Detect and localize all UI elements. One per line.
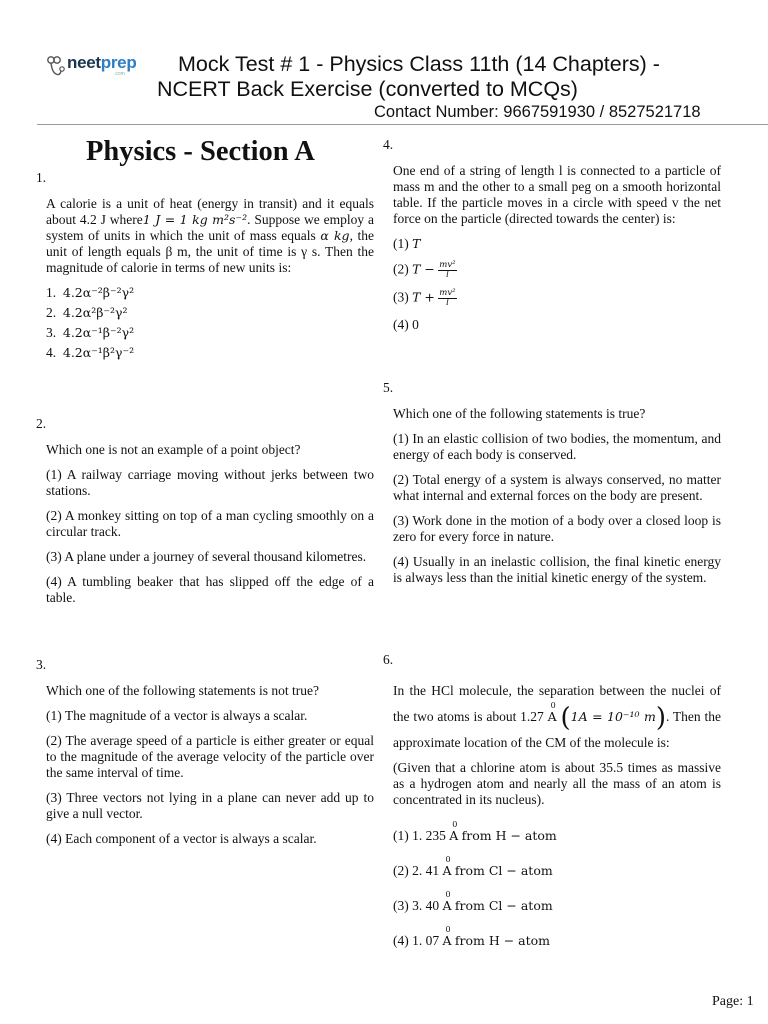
option[interactable]: (1) A railway carriage moving without jerks between two stations.: [46, 467, 374, 498]
test-title-line2: NCERT Back Exercise (converted to MCQs): [157, 77, 578, 101]
question-number: 6.: [383, 652, 394, 667]
option-list: [46, 285, 374, 361]
option[interactable]: (2) 2. 41 0 A from Cl − atom: [393, 855, 553, 878]
option[interactable]: (2) Total energy of a system is always conserved, no matter what internal and external forces on the body are present.: [393, 472, 721, 503]
option[interactable]: (3) Work done in the motion of a body over a closed loop is zero for every force in nature.: [393, 513, 721, 544]
option[interactable]: (4) A tumbling beaker that has slipped off the edge of a table.: [46, 574, 374, 605]
option[interactable]: (2) T − $\frac{\text{mv²}}{l}$: [393, 260, 456, 280]
question-stem: One end of a string of length l is connected to a particle of mass m and the other to a small peg on a smooth horizontal table. If the particle moves in a circle with speed v the net force on the particle (directed towards the center) is:: [393, 163, 721, 226]
option[interactable]: 2. 4.2α²β⁻²γ²: [46, 305, 128, 320]
question-number: 3.: [36, 657, 47, 672]
question-number: 4.: [383, 137, 394, 152]
option[interactable]: (4) 1. 07 0 A from H − atom: [393, 925, 551, 948]
question-2: [36, 416, 374, 615]
question-6: [383, 652, 721, 961]
header-divider: [37, 124, 768, 125]
question-body: [393, 406, 721, 586]
contact-number: Contact Number: 9667591930 / 8527521718: [374, 103, 701, 121]
option[interactable]: (1) 1. 235 0 A from H − atom: [393, 820, 557, 843]
question-stem: In the HCl molecule, the separation between the nuclei of the two atoms is about 1.27 0 A (1A = 10⁻¹⁰ m). Then the approximate location of the CM of the molecule is:: [393, 683, 722, 750]
angstrom-symbol: 0 A: [547, 701, 557, 724]
question-number: 2.: [36, 416, 47, 431]
question-stem: A calorie is a unit of heat (energy in transit) and it equals about 4.2 J where1 J = 1 kg m²s⁻². Suppose we employ a system of units in which the unit of mass equals α kg, the unit of length equals β m, the unit of time is γ s. Then the magnitude of calorie in terms of new units is:: [46, 196, 374, 275]
option[interactable]: (3) 3. 40 0 A from Cl − atom: [393, 890, 553, 913]
logo-wordmark: neetprep: [67, 53, 137, 72]
logo-subtext: .com: [114, 71, 125, 77]
question-body: [393, 678, 721, 949]
question-body: [46, 442, 374, 606]
option[interactable]: 3. 4.2α⁻¹β⁻²γ²: [46, 325, 135, 340]
option[interactable]: (1) In an elastic collision of two bodies, the momentum, and energy of each body is conserved.: [393, 431, 721, 462]
section-title: Physics - Section A: [86, 136, 315, 167]
option[interactable]: (3) Three vectors not lying in a plane can never add up to give a null vector.: [46, 790, 374, 821]
option[interactable]: (4) Each component of a vector is always a scalar.: [46, 831, 317, 846]
option[interactable]: (4) 0: [393, 317, 419, 332]
option[interactable]: (2) A monkey sitting on top of a man cycling smoothly on a circular track.: [46, 508, 374, 539]
question-1: [36, 170, 374, 365]
question-note: (Given that a chlorine atom is about 35.5 times as massive as a hydrogen atom and nearly all the mass of an atom is concentrated in its nucleus).: [393, 760, 721, 807]
question-stem: Which one of the following statements is true?: [393, 406, 646, 421]
question-body: [46, 683, 374, 847]
question-stem: Which one is not an example of a point object?: [46, 442, 301, 457]
page-number: Page: 1: [712, 994, 754, 1009]
question-number: 5.: [383, 380, 394, 395]
question-3: [36, 657, 374, 856]
fraction: $\frac{\text{mv²}}{l}$: [439, 260, 456, 280]
option[interactable]: (3) T + $\frac{\text{mv²}}{l}$: [393, 288, 456, 308]
question-5: [383, 380, 721, 595]
option[interactable]: (2) The average speed of a particle is either greater or equal to the magnitude of the average velocity of the particle over the same interval of time.: [46, 733, 374, 780]
option[interactable]: 1. 4.2α⁻²β⁻²γ²: [46, 285, 135, 300]
question-4: [383, 137, 721, 342]
option[interactable]: (1) T: [393, 236, 421, 251]
fraction: $\frac{\text{mv²}}{l}$: [439, 288, 456, 308]
option[interactable]: (3) A plane under a journey of several thousand kilometres.: [46, 549, 367, 564]
question-body: [393, 163, 721, 333]
option[interactable]: (1) The magnitude of a vector is always a scalar.: [46, 708, 308, 723]
test-title-line1: Mock Test # 1 - Physics Class 11th (14 Chapters) -: [178, 52, 660, 76]
question-stem: Which one of the following statements is not true?: [46, 683, 319, 698]
option[interactable]: 4. 4.2α⁻¹β²γ⁻²: [46, 345, 135, 360]
question-body: [46, 196, 374, 361]
question-number: 1.: [36, 170, 47, 185]
page-header: [0, 0, 768, 126]
option[interactable]: (4) Usually in an inelastic collision, the final kinetic energy is always less than the initial kinetic energy of the system.: [393, 554, 721, 585]
